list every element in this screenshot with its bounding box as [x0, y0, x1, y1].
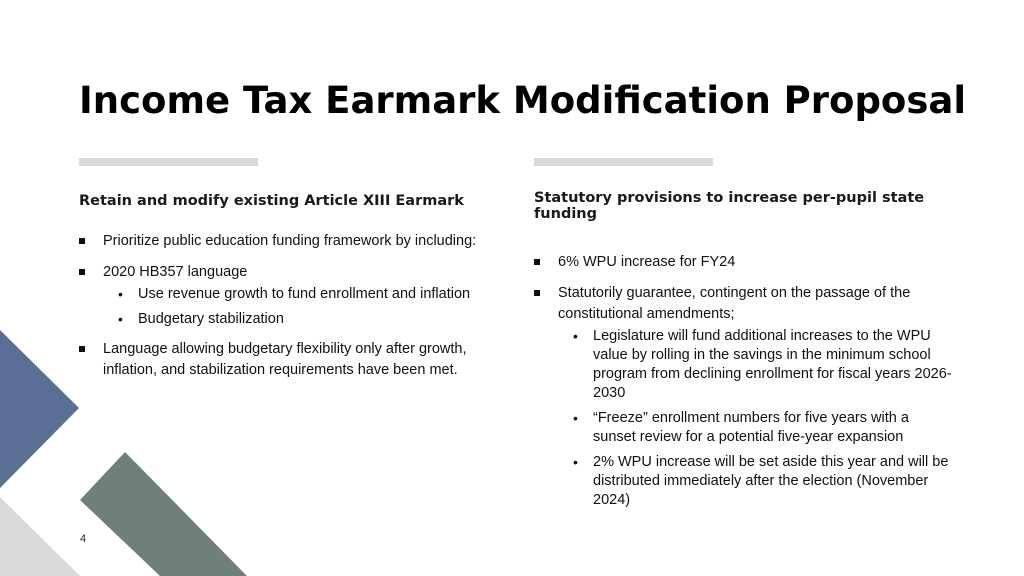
list-item: [103, 310, 499, 329]
list-item: [79, 262, 499, 329]
square-bullet-icon: [534, 290, 540, 296]
square-bullet-icon: [79, 269, 85, 275]
list-item: [534, 283, 954, 510]
square-bullet-icon: [79, 238, 85, 244]
left-column: [79, 193, 499, 391]
square-bullet-icon: [79, 346, 85, 352]
square-bullet-icon: [534, 259, 540, 265]
list-item: [558, 327, 954, 403]
round-bullet-icon: •: [118, 286, 123, 302]
list-item: [534, 252, 954, 273]
sub-bullet-text: Use revenue growth to fund enrollment and inflation: [138, 286, 471, 302]
right-column-heading: Statutory provisions to increase per-pupil state funding: [534, 190, 925, 222]
round-bullet-icon: •: [573, 328, 578, 344]
sub-bullet-text: “Freeze” enrollment numbers for five years with a sunset review for a potential five-year expansion: [593, 410, 909, 445]
bullet-text: Prioritize public education funding framework by including:: [103, 233, 477, 249]
list-item: [103, 285, 499, 304]
right-column: [534, 190, 954, 517]
right-bullet-list: [534, 252, 954, 510]
list-item: [558, 409, 954, 447]
sub-bullet-list: [558, 327, 954, 510]
list-item: [79, 339, 499, 381]
left-divider: [79, 158, 258, 166]
round-bullet-icon: •: [573, 454, 578, 470]
list-item: [558, 453, 954, 510]
sub-bullet-text: 2% WPU increase will be set aside this year and will be distributed immediately after the election (November 2024): [593, 454, 949, 508]
sub-bullet-text: Legislature will fund additional increases to the WPU value by rolling in the savings in the minimum school program from declining enrollment for fiscal years 2026-2030: [593, 328, 952, 401]
page-title: Income Tax Earmark Modification Proposal: [79, 79, 967, 122]
round-bullet-icon: •: [118, 311, 123, 327]
bullet-text: Language allowing budgetary flexibility only after growth, inflation, and stabilization requirements have been met.: [103, 341, 467, 378]
left-bullet-list: [79, 231, 499, 381]
sub-bullet-text: Budgetary stabilization: [138, 311, 284, 327]
blue-triangle-shape: [0, 330, 79, 488]
page-number: 4: [80, 533, 87, 545]
right-divider: [534, 158, 713, 166]
list-item: [79, 231, 499, 252]
bullet-text: 6% WPU increase for FY24: [558, 254, 736, 270]
bullet-text: Statutorily guarantee, contingent on the passage of the constitutional amendments;: [558, 285, 911, 322]
bullet-text: 2020 HB357 language: [103, 264, 248, 280]
sub-bullet-list: [103, 285, 499, 329]
gray-green-band-shape: [80, 452, 247, 576]
left-column-heading: Retain and modify existing Article XIII Earmark: [79, 193, 464, 209]
light-gray-triangle-shape: [0, 497, 80, 576]
round-bullet-icon: •: [573, 410, 578, 426]
